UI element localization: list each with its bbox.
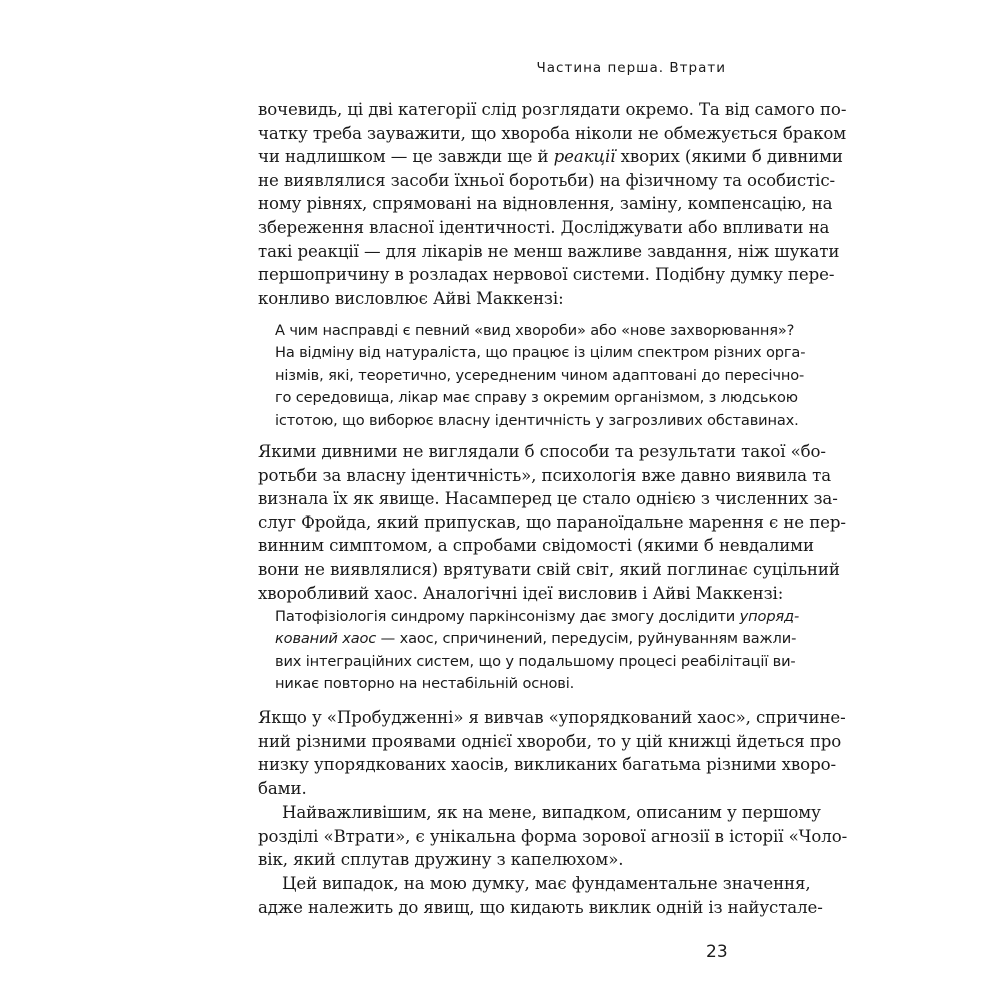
text-line: чатку треба зауважити, що хвороба ніколи не обмежується браком bbox=[258, 123, 847, 143]
text-line: вочевидь, ці дві категорії слід розглядати окремо. Та від самого по- bbox=[258, 100, 847, 119]
quote-line: го середовища, лікар має справу з окремим організмом, з людською bbox=[275, 389, 798, 407]
text-line: вік, який сплутав дружину з капелюхом». bbox=[258, 850, 624, 870]
paragraph-2 bbox=[258, 440, 846, 605]
italic-term: реакції bbox=[553, 147, 616, 167]
quote-line: А чим насправді є певний «вид хвороби» або «нове захворювання»? bbox=[275, 322, 795, 339]
text-line: Цей випадок, на мою думку, має фундаментальне значення, bbox=[282, 874, 811, 893]
text-segment: Патофізіологія синдрому паркінсонізму дає змогу дослідити bbox=[275, 608, 736, 625]
text-line: хворобливий хаос. Аналогічні ідеї висловив і Айві Маккензі: bbox=[258, 583, 784, 603]
text-line: вони не виявлялися) врятувати свій світ, який поглинає суцільний bbox=[258, 559, 840, 579]
quote-line bbox=[275, 606, 800, 628]
text-line: не виявлялися засоби їхньої боротьби) на фізичному та особистіс- bbox=[258, 170, 836, 190]
quote-line: никає повторно на нестабільній основі. bbox=[275, 675, 575, 693]
text-line: такі реакції — для лікарів не менш важливе завдання, ніж шукати bbox=[258, 241, 840, 261]
text-line: Найважливішим, як на мене, випадком, описаним у першому bbox=[282, 803, 821, 822]
quote-line: нізмів, які, теоретично, усередненим чином адаптовані до пересічно- bbox=[275, 366, 805, 384]
quote-line: На відміну від натураліста, що працює із цілим спектром різних орга- bbox=[275, 344, 806, 362]
text-segment: чи надлишком — це завжди ще й bbox=[258, 147, 549, 167]
text-line: конливо висловлює Айві Маккензі: bbox=[258, 288, 564, 308]
paragraph-4 bbox=[258, 801, 848, 872]
paragraph-1 bbox=[258, 98, 847, 310]
text-segment: — хаос, спричинений, передусім, руйнуванням важли- bbox=[380, 630, 797, 648]
text-segment: хворих (якими б дивними bbox=[620, 147, 843, 167]
text-line: збереження власної ідентичності. Досліджувати або впливати на bbox=[258, 217, 830, 237]
text-line: слуг Фройда, який припускав, що параноїдальне марення є не пер- bbox=[258, 512, 846, 532]
block-quote-1 bbox=[275, 320, 806, 432]
text-line: винним симптомом, а спробами свідомості (якими б невдалими bbox=[258, 536, 814, 556]
text-line: ному рівнях, спрямовані на відновлення, заміну, компенсацію, на bbox=[258, 194, 833, 214]
text-line bbox=[258, 145, 843, 169]
paragraph-5 bbox=[258, 872, 823, 919]
text-line: Якщо у «Пробудженні» я вивчав «упорядкований хаос», спричине- bbox=[258, 708, 846, 727]
quote-line: вих інтеграційних систем, що у подальшому процесі реабілітації ви- bbox=[275, 652, 796, 670]
text-line: розділі «Втрати», є унікальна форма зорової агнозії в історії «Чоло- bbox=[258, 826, 848, 846]
text-line: низку упорядкованих хаосів, викликаних багатьма різними хворо- bbox=[258, 755, 836, 775]
block-quote-2 bbox=[275, 606, 800, 696]
text-line: адже належить до явищ, що кидають виклик одній із найустале- bbox=[258, 897, 823, 917]
text-line: визнала їх як явище. Насамперед це стало однією з численних за- bbox=[258, 489, 838, 509]
italic-term: кований хаос bbox=[275, 630, 377, 648]
text-line: ний різними проявами однієї хвороби, то у цій книжці йдеться про bbox=[258, 731, 842, 751]
text-line: Якими дивними не виглядали б способи та результати такої «бо- bbox=[258, 442, 826, 461]
text-line: ротьби за власну ідентичність», психологія вже давно виявила та bbox=[258, 465, 831, 485]
page-number: 23 bbox=[706, 942, 728, 962]
text-line: першопричину в розладах нервової системи. Подібну думку пере- bbox=[258, 265, 835, 285]
text-line: бами. bbox=[258, 778, 307, 798]
quote-line bbox=[275, 628, 797, 650]
quote-line: істотою, що виборює власну ідентичність у загрозливих обставинах. bbox=[275, 411, 799, 429]
paragraph-3 bbox=[258, 706, 846, 800]
running-head: Частина перша. Втрати bbox=[536, 60, 726, 76]
italic-term: упоряд- bbox=[739, 608, 800, 625]
